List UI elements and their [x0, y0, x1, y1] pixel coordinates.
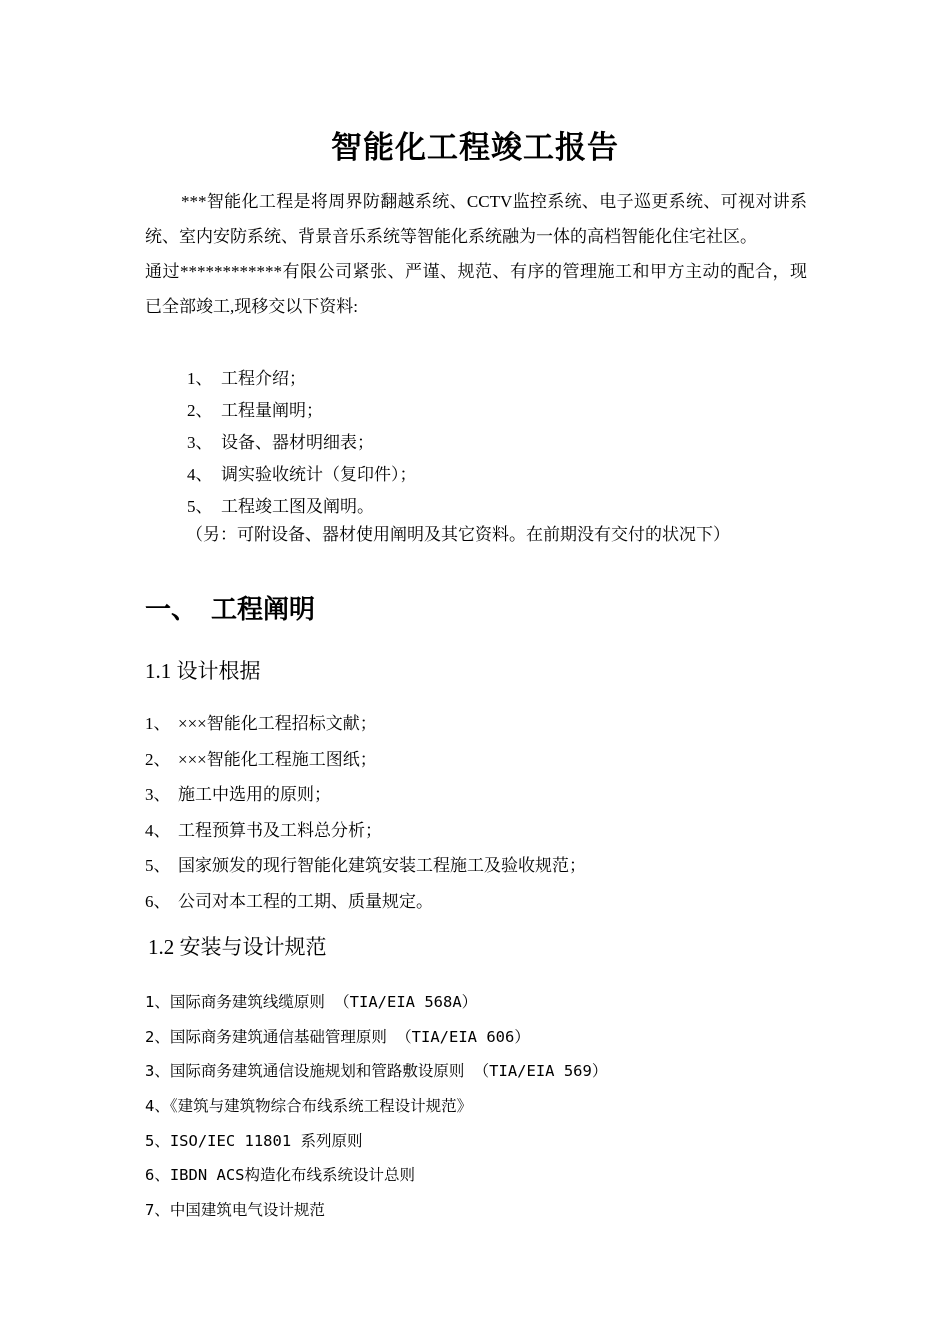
intro-section — [145, 184, 807, 324]
list-item-text: 公司对本工程的工期、质量规定。 — [178, 891, 433, 911]
list-item — [187, 491, 417, 523]
list-item — [145, 813, 586, 849]
list-item-number: 2、 — [187, 401, 213, 420]
list-item — [145, 777, 586, 813]
list-item-number: 3、 — [187, 433, 213, 452]
list-item: 1、国际商务建筑线缆原则 （TIA/EIA 568A） — [145, 993, 478, 1011]
list-item: 3、国际商务建筑通信设施规划和管路敷设原则 （TIA/EIA 569） — [145, 1062, 608, 1081]
list-item — [187, 363, 417, 395]
list-item: 2、国际商务建筑通信基础管理原则 （TIA/EIA 606） — [145, 1027, 530, 1046]
list-item-text: 工程预算书及工料总分析； — [178, 820, 382, 840]
subsection-heading: 1.1 设计根据 — [145, 659, 261, 683]
list-item-text: ×××智能化工程施工图纸； — [178, 749, 377, 769]
list-item-text: 国家颁发的现行智能化建筑安装工程施工及验收规范； — [178, 856, 586, 875]
list-item-text: 工程介绍； — [221, 369, 306, 388]
list-item-number: 5、 — [187, 497, 213, 516]
list-item — [145, 848, 586, 884]
list-item: 4、《建筑与建筑物综合布线系统工程设计规范》 — [145, 1097, 473, 1116]
list-item-number: 4、 — [187, 465, 213, 484]
list-item — [187, 395, 417, 427]
design-basis-list — [145, 706, 586, 919]
deliverables-note: （另：可附设备、器材使用阐明及其它资料。在前期没有交付的状况下） — [186, 525, 730, 544]
list-item: 7、中国建筑电气设计规范 — [145, 1201, 325, 1220]
list-item-number: 1、 — [187, 369, 213, 388]
subsection-heading: 1.2 安装与设计规范 — [148, 935, 327, 959]
list-item-number: 2、 — [145, 749, 171, 769]
intro-paragraph-1: ***智能化工程是将周界防翻越系统、CCTV监控系统、电子巡更系统、可视对讲系统、室内安防系统、背景音乐系统等智能化系统融为一体的高档智能化住宅社区。 — [145, 192, 807, 246]
list-item — [145, 742, 586, 778]
list-item-text: 设备、器材明细表； — [221, 433, 374, 452]
list-item-number: 1、 — [145, 714, 171, 733]
list-item-number: 5、 — [145, 856, 171, 875]
list-item-text: 施工中选用的原则； — [178, 785, 331, 804]
list-item-text: 调实验收统计（复印件）； — [221, 465, 417, 484]
deliverables-list — [187, 363, 417, 523]
list-item-text: 工程量阐明； — [221, 401, 323, 420]
list-item-text: ×××智能化工程招标文献； — [178, 714, 377, 733]
list-item: 5、ISO/IEC 11801 系列原则 — [145, 1131, 363, 1150]
list-item — [187, 459, 417, 491]
section-title: 工程阐明 — [211, 595, 316, 625]
list-item — [187, 427, 417, 459]
list-item-text: 工程竣工图及阐明。 — [221, 497, 374, 516]
document-title: 智能化工程竣工报告 — [331, 130, 619, 166]
list-item: 6、IBDN ACS构造化布线系统设计总则 — [145, 1166, 415, 1185]
intro-paragraph-2: 通过************有限公司紧张、严谨、规范、有序的管理施工和甲方主动的配合，现已全部竣工,现移交以下资料: — [145, 262, 807, 316]
list-item-number: 3、 — [145, 785, 171, 804]
list-item-number: 6、 — [145, 891, 171, 911]
list-item — [145, 706, 586, 742]
list-item — [145, 884, 586, 920]
section-number: 一、 — [145, 595, 198, 625]
section-heading — [145, 590, 315, 630]
list-item-number: 4、 — [145, 820, 171, 840]
standards-list — [145, 985, 607, 1228]
